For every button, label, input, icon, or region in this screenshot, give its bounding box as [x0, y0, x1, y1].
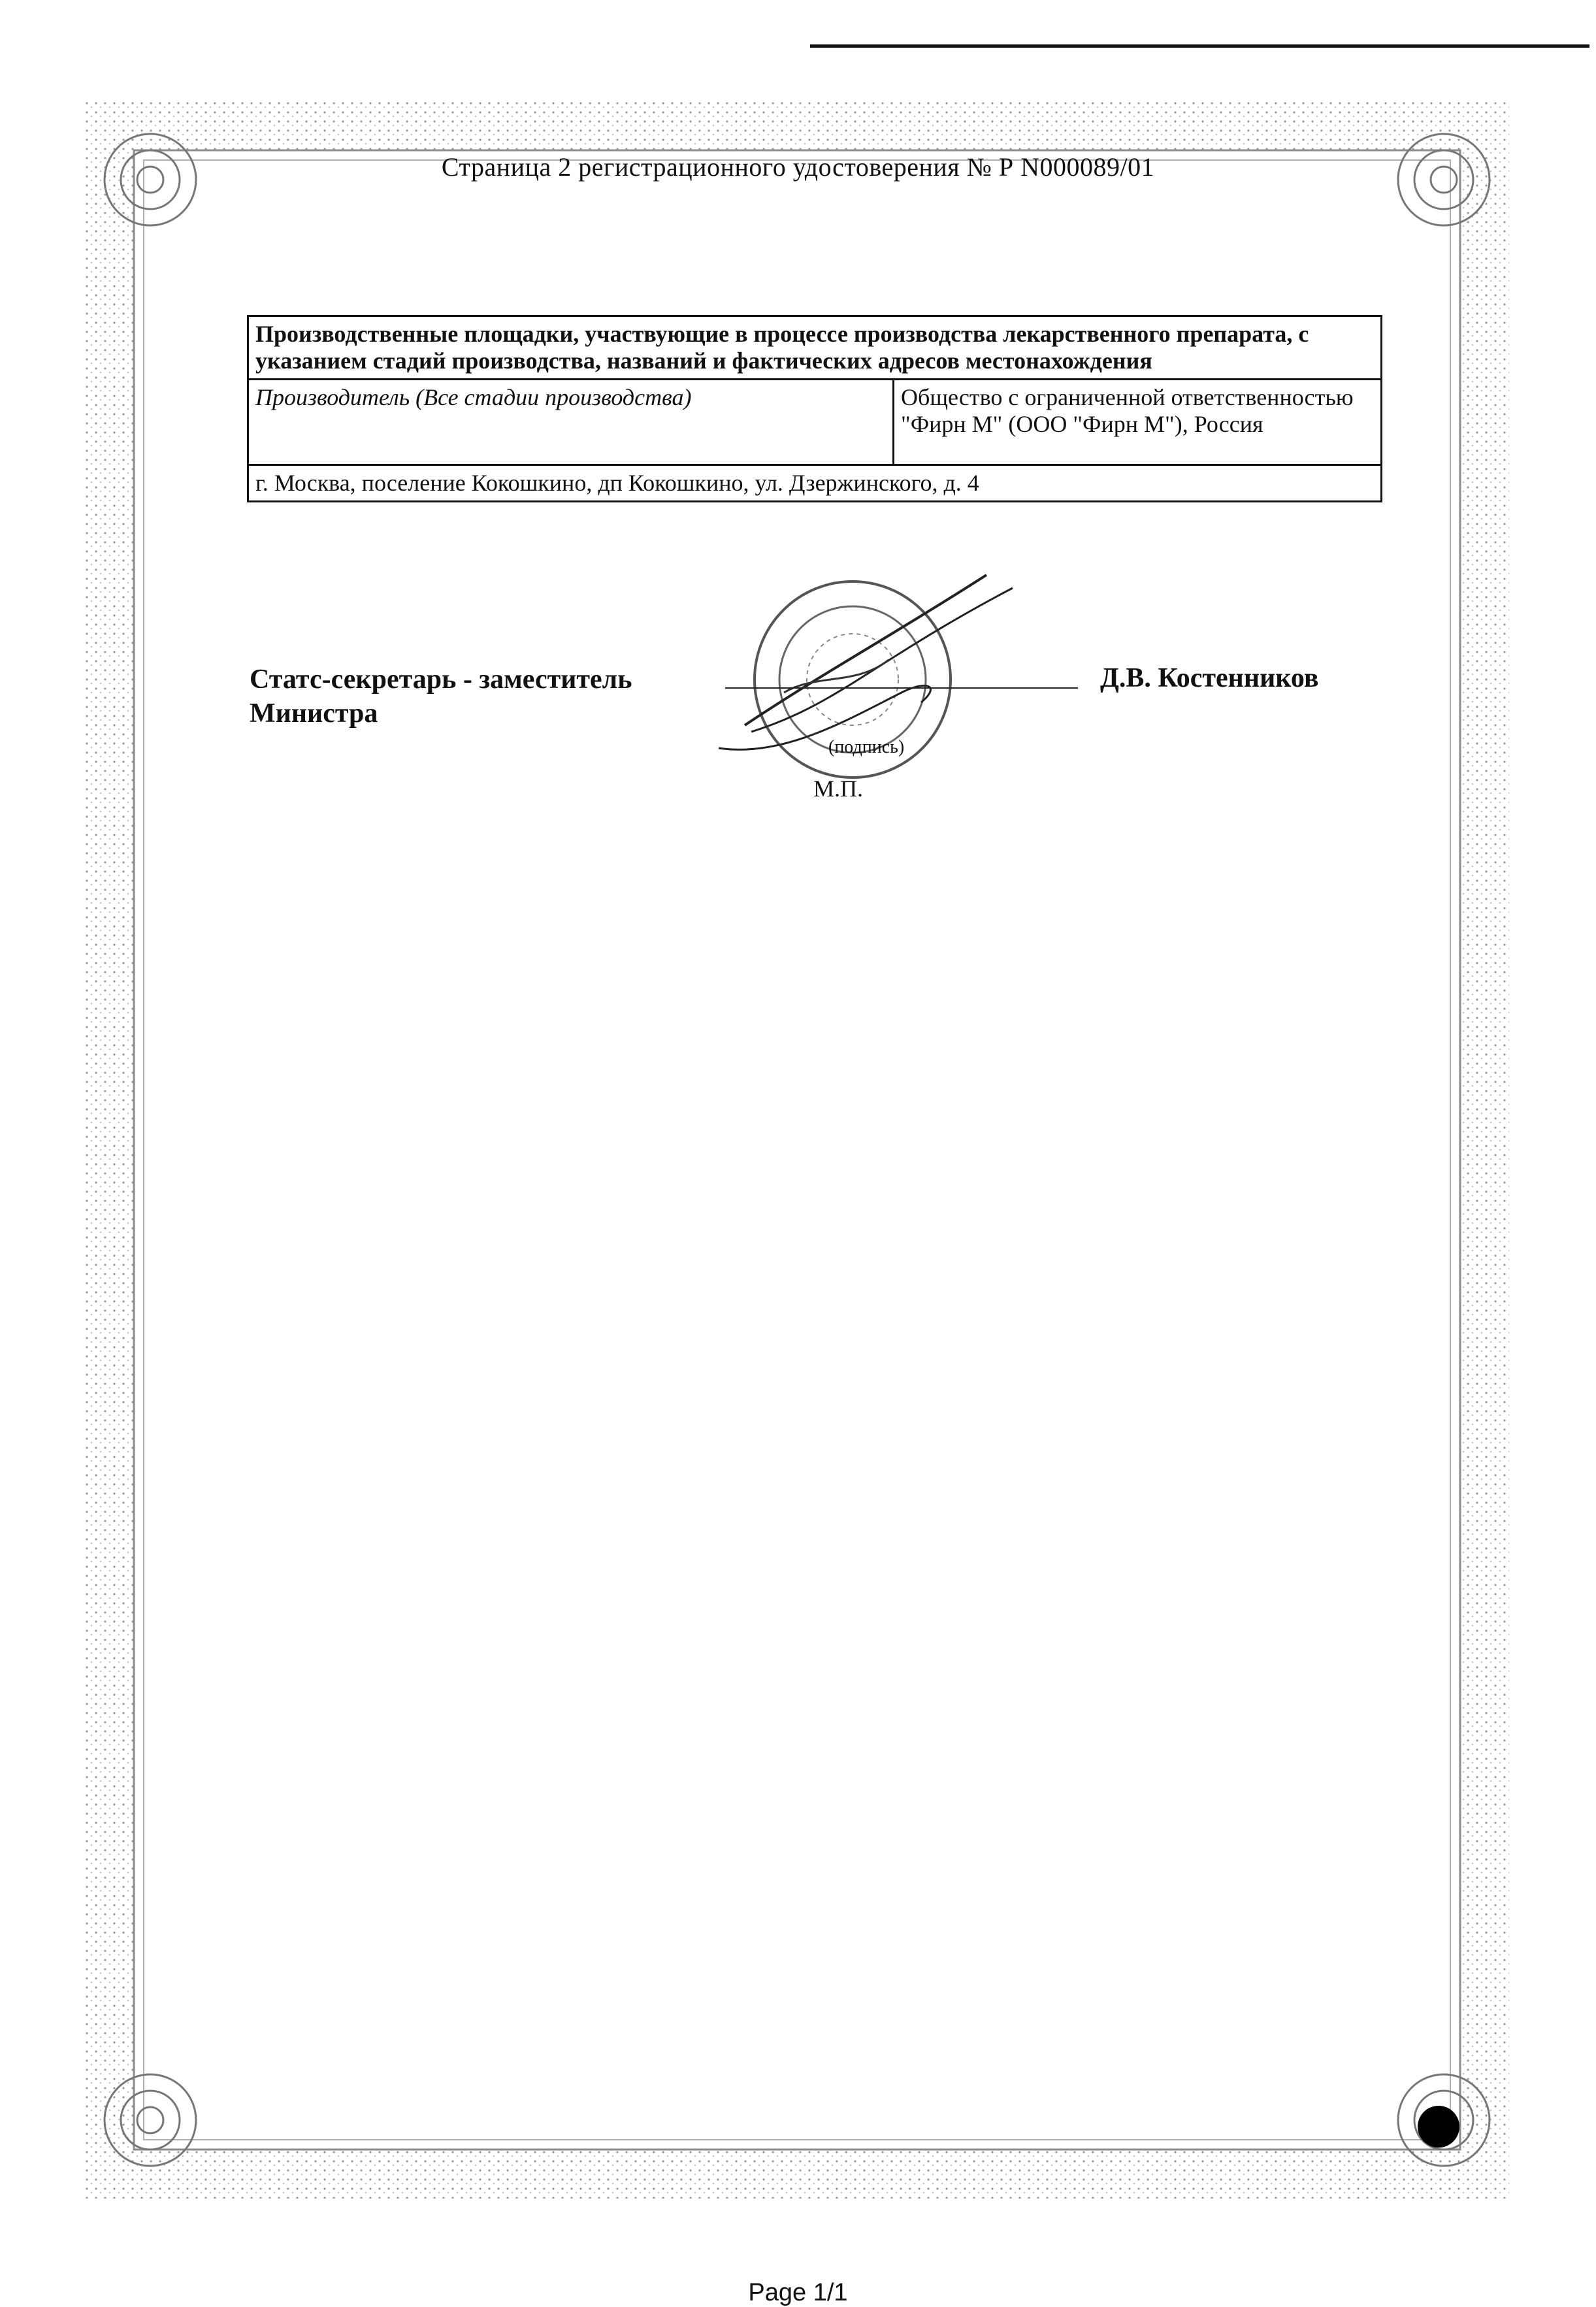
signer-position-line2: Министра [250, 698, 378, 728]
producer-name: Общество с ограниченной ответственностью "Фирн М" (ООО "Фирн М"), Россия [901, 384, 1354, 437]
table-row [249, 317, 1380, 378]
official-stamp-icon [706, 562, 1045, 797]
top-scan-line [810, 44, 1589, 48]
stamp-caption: М.П. [813, 776, 864, 802]
signature-line [725, 687, 1078, 689]
signer-position-line1: Статс-секретарь - заместитель [250, 664, 632, 695]
production-sites-table [247, 315, 1382, 502]
signer-name: Д.В. Костенников [1100, 663, 1319, 693]
producer-address: г. Москва, поселение Кокошкино, дп Кокошкино, ул. Дзержинского, д. 4 [255, 470, 979, 496]
hole-punch-icon [1418, 2106, 1459, 2148]
table-row [249, 378, 1380, 464]
signature-stroke-icon [745, 575, 986, 725]
page-footer: Page 1/1 [748, 2279, 848, 2306]
signature-caption: (подпись) [828, 737, 905, 757]
page-title: Страница 2 регистрационного удостоверения № Р N000089/01 [441, 152, 1155, 182]
producer-role: Производитель (Все стадии производства) [249, 380, 894, 464]
table-heading: Производственные площадки, участвующие в процессе производства лекарственного препарата, с указанием стадий производства, названий и фактических адресов местонахождения [255, 321, 1309, 374]
signer-position [250, 663, 632, 730]
table-row [249, 464, 1380, 500]
